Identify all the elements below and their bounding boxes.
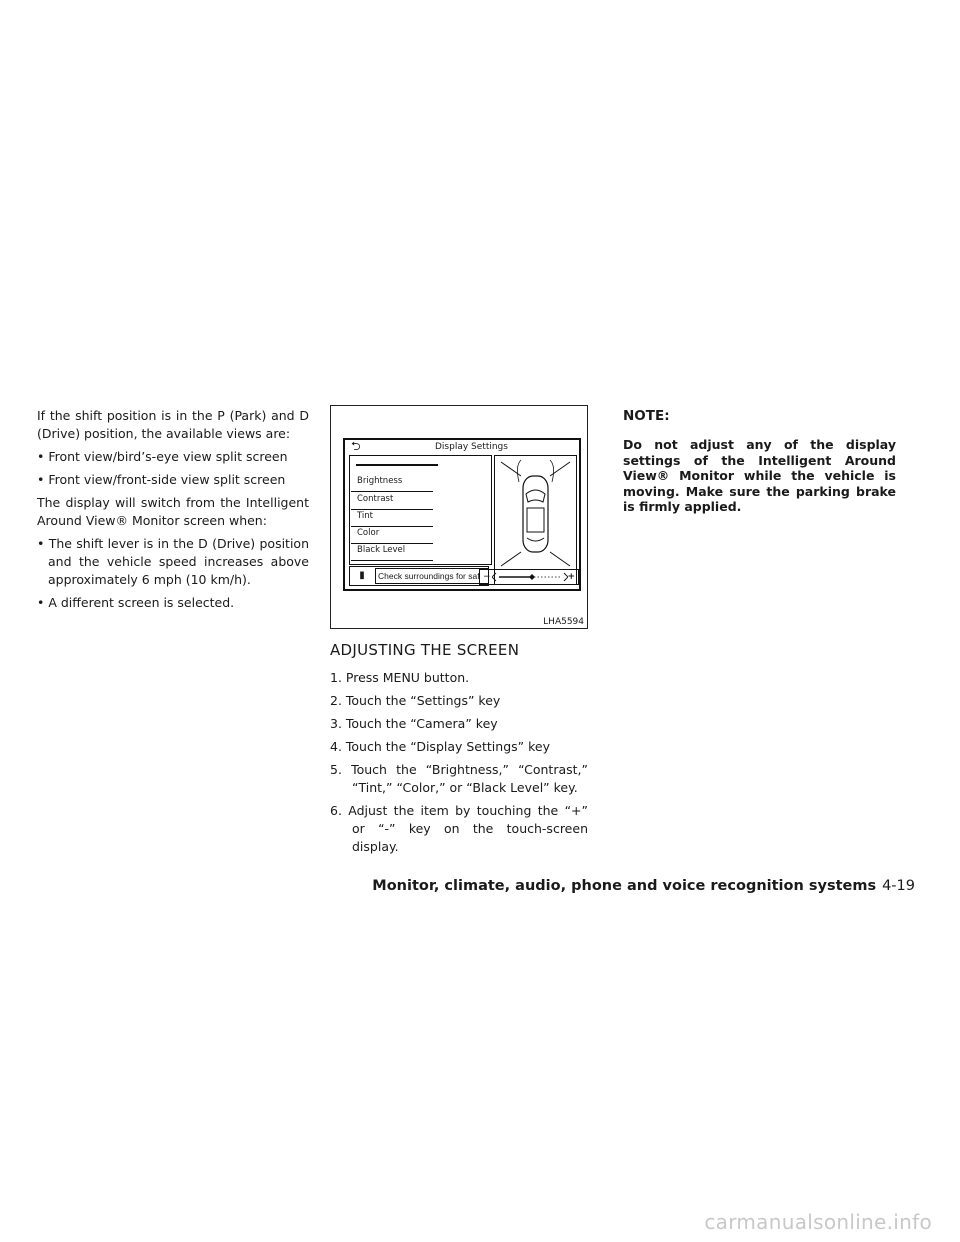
- step-item: 4. Touch the “Display Settings” key: [330, 739, 550, 754]
- left-column: [37, 407, 309, 617]
- car-topview-icon: [495, 456, 576, 584]
- warning-text: Check surroundings for saf: [375, 568, 489, 584]
- view-item: • Front view/bird’s-eye view split screen: [37, 449, 288, 464]
- plus-key: +: [567, 572, 575, 582]
- switch-intro: The display will switch from the Intelligent Around View® Monitor screen when:: [37, 495, 309, 528]
- step-item: 1. Press MENU button.: [330, 670, 470, 685]
- middle-column: [330, 405, 588, 861]
- step-item: 3. Touch the “Camera” key: [330, 716, 498, 731]
- menu-item-black-level: Black Level: [351, 545, 433, 561]
- step-item: 2. Touch the “Settings” key: [330, 693, 501, 708]
- page-number: 4-19: [882, 878, 915, 894]
- adjust-slider: [479, 569, 579, 585]
- chapter-title: Monitor, climate, audio, phone and voice recognition systems: [372, 878, 877, 894]
- step-item: 5. Touch the “Brightness,” “Contrast,” “Tint,” “Color,” or “Black Level” key.: [330, 762, 588, 795]
- note-body: Do not adjust any of the display settings of the Intelligent Around View® Monitor while the vehicle is moving. Make sure the parking brake is firmly applied.: [623, 437, 896, 514]
- warning-bar: [349, 566, 489, 586]
- watermark: carmanualsonline.info: [704, 1210, 932, 1234]
- display-settings-figure: [330, 405, 588, 629]
- condition-item: • A different screen is selected.: [37, 595, 235, 610]
- screen-title: Display Settings: [435, 442, 508, 452]
- back-arrow-icon: ⮌: [351, 439, 361, 453]
- menu-item-color: Color: [351, 528, 433, 544]
- condition-item: • The shift lever is in the D (Drive) position and the vehicle speed increases above approximately 6 mph (10 km/h).: [37, 536, 309, 587]
- menu-item-tint: Tint: [351, 511, 433, 527]
- minus-key: −: [483, 572, 491, 582]
- camera-view: [494, 455, 577, 585]
- display-settings-screen: [343, 438, 581, 591]
- page-footer: [372, 877, 915, 895]
- settings-menu: [349, 455, 492, 565]
- slider-track-icon: [492, 572, 568, 582]
- figure-id: LHA5594: [543, 617, 584, 627]
- menu-divider: [356, 464, 438, 466]
- step-item: 6. Adjust the item by touching the “+” or “-” key on the touch-screen display.: [330, 803, 588, 854]
- note-heading: NOTE:: [623, 408, 670, 424]
- menu-item-brightness: Brightness: [351, 476, 433, 492]
- camera-wash-icon: ▮: [359, 570, 365, 581]
- views-intro: If the shift position is in the P (Park) and D (Drive) position, the available views are:: [37, 408, 309, 441]
- view-item: • Front view/front-side view split screen: [37, 472, 286, 487]
- menu-item-contrast: Contrast: [351, 494, 433, 510]
- section-title: ADJUSTING THE SCREEN: [330, 641, 520, 659]
- right-column: [623, 407, 896, 520]
